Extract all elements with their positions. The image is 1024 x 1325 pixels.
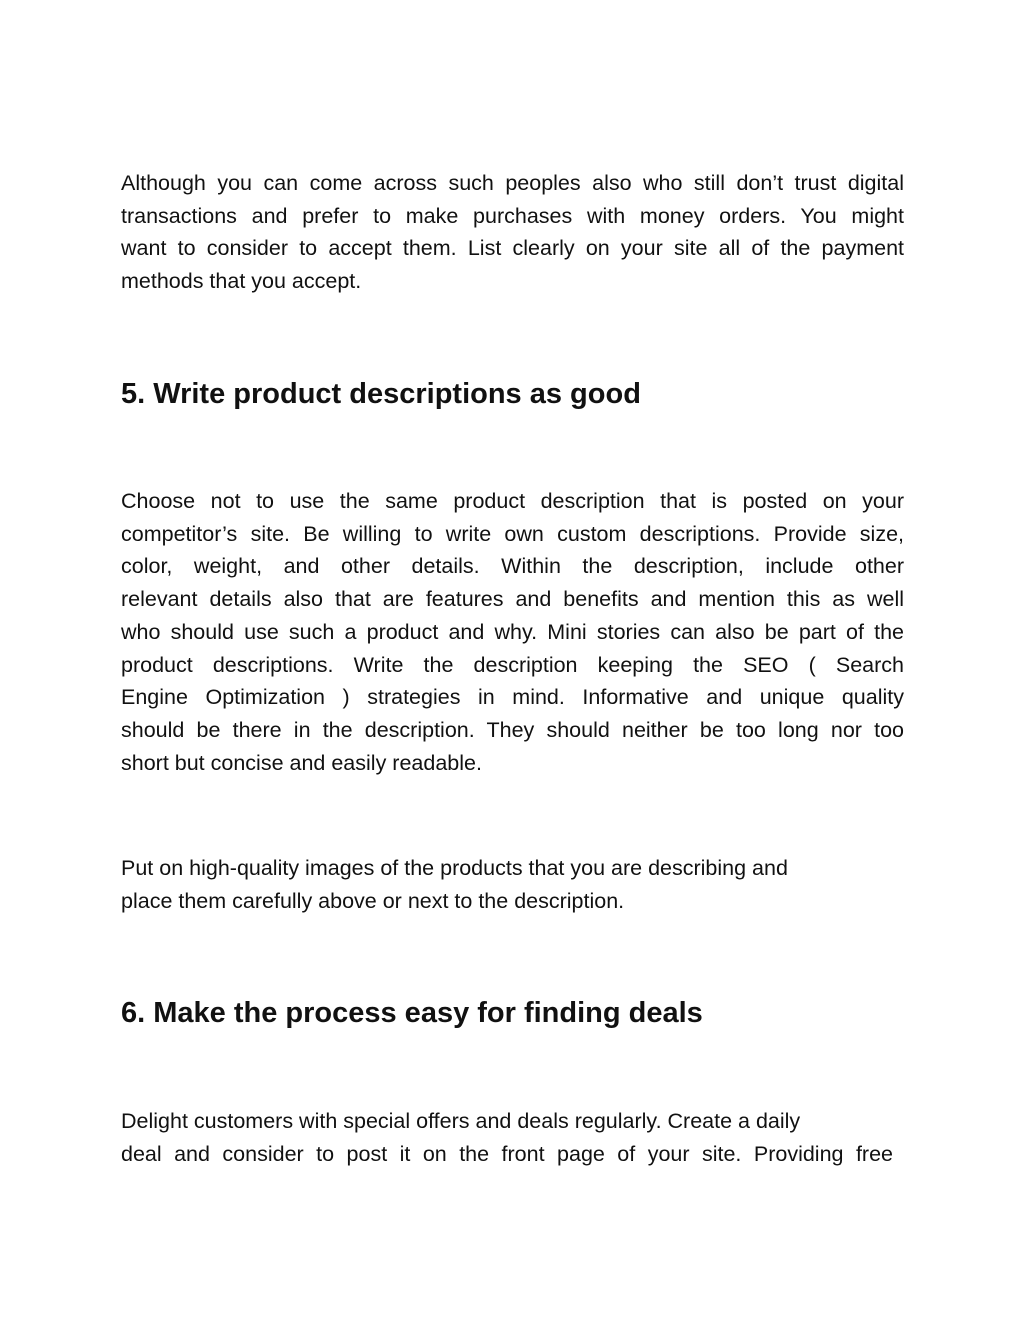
section-heading: 6. Make the process easy for finding deals bbox=[121, 997, 703, 1029]
text-line: Choose not to use the same product description that is posted on your bbox=[121, 489, 904, 513]
text-line: methods that you accept. bbox=[121, 269, 362, 294]
text-line: should be there in the description. They should neither be too long nor too bbox=[121, 717, 904, 742]
text-line: Engine Optimization ) strategies in mind. Informative and unique quality bbox=[121, 685, 904, 710]
section-5-heading bbox=[121, 376, 904, 412]
section-6-heading bbox=[121, 995, 904, 1031]
text-line: relevant details also that are features and benefits and mention this as well bbox=[121, 587, 904, 612]
text-line: Delight customers with special offers and deals regularly. Create a daily bbox=[121, 1109, 801, 1133]
text-line: competitor’s site. Be willing to write own custom descriptions. Provide size, bbox=[121, 521, 904, 546]
text-line: who should use such a product and why. Mini stories can also be part of the bbox=[121, 619, 904, 644]
text-line: short but concise and easily readable. bbox=[121, 750, 482, 775]
text-line: want to consider to accept them. List clearly on your site all of the payment bbox=[121, 236, 904, 261]
text-line: place them carefully above or next to the description. bbox=[121, 888, 625, 913]
text-line: color, weight, and other details. Within the description, include other bbox=[121, 554, 904, 579]
descriptions-paragraph bbox=[121, 485, 904, 779]
text-line: Although you can come across such peoples also who still don’t trust digital bbox=[121, 171, 904, 195]
payment-paragraph bbox=[121, 167, 904, 298]
section-heading: 5. Write product descriptions as good bbox=[121, 378, 641, 410]
images-paragraph bbox=[121, 852, 904, 917]
deals-paragraph bbox=[121, 1105, 893, 1170]
text-line: Put on high-quality images of the products that you are describing and bbox=[121, 856, 788, 880]
text-line: product descriptions. Write the description keeping the SEO ( Search bbox=[121, 652, 904, 677]
text-line: transactions and prefer to make purchases with money orders. You might bbox=[121, 203, 904, 228]
text-line: deal and consider to post it on the front page of your site. Providing free bbox=[121, 1141, 893, 1166]
